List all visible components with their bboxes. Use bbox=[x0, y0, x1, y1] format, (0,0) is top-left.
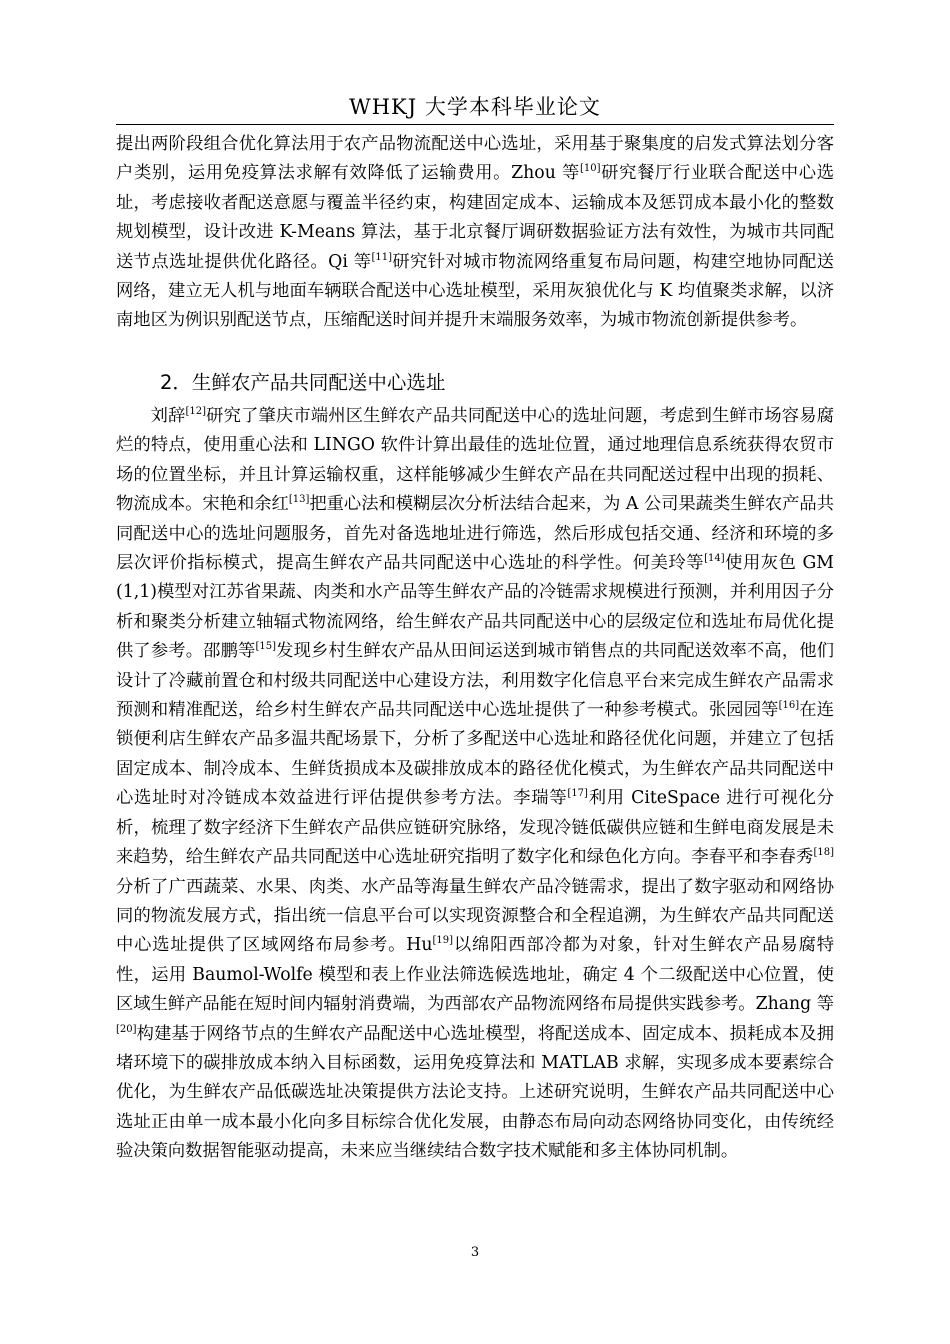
citation: [18] bbox=[813, 847, 834, 859]
citation: [17] bbox=[567, 788, 588, 800]
citation: [14] bbox=[704, 553, 725, 565]
citation: [10] bbox=[579, 163, 601, 175]
citation: [13] bbox=[288, 494, 310, 506]
text-run: 发现乡村生鲜农产品从田间运送到城市销售点的共同配送效率不高，他们设计了冷藏前置仓和村级共同配送中心建设方法，利用数字化信息平台来完成生鲜农产品需求预测和精准配送，给乡村生鲜农产品共同配送中心选址提供了一种参考模式。张园园等 bbox=[116, 641, 834, 721]
citation: [12] bbox=[185, 406, 207, 418]
citation: [16] bbox=[778, 700, 800, 712]
citation: [11] bbox=[371, 251, 392, 263]
text-run: 研究了肇庆市端州区生鲜农产品共同配送中心的选址问题，考虑到生鲜市场容易腐烂的特点，使用重心法和 LINGO 软件计算出最佳的选址位置，通过地理信息系统获得农贸市场的位置坐标，并且计算运输权重，这样能够减少生鲜农产品在共同配送过程中出现的损耗、物流成本。宋艳和余红 bbox=[116, 406, 834, 515]
citation: [19] bbox=[432, 935, 454, 947]
page-number: 3 bbox=[470, 1245, 480, 1260]
text-run: 提出两阶段组合优化算法用于农产品物流配送中心选址，采用基于聚集度的启发式算法划分客户类别，运用免疫算法求解有效降低了运输费用。Zhou 等 bbox=[116, 134, 834, 184]
citation: [15] bbox=[255, 641, 277, 653]
section-heading: 2．生鲜农产品共同配送中心选址 bbox=[160, 371, 446, 394]
paragraph-continued bbox=[116, 130, 834, 336]
text-run: 利用 CiteSpace 进行可视化分析，梳理了数字经济下生鲜农产品供应链研究脉络，发现冷链低碳供应链和生鲜电商发展是未来趋势，给生鲜农产品共同配送中心选址研究指明了数字化和绿色化方向。李春平和李春秀 bbox=[116, 788, 834, 868]
text-run: 研究针对城市物流网络重复布局问题，构建空地协同配送网络，建立无人机与地面车辆联合配送中心选址模型，采用灰狼优化与 K 均值聚类求解，以济南地区为例识别配送节点，压缩配送时间并提升末端服务效率，为城市物流创新提供参考。 bbox=[116, 251, 834, 331]
text-run: 研究餐厅行业联合配送中心选址，考虑接收者配送意愿与覆盖半径约束，构建固定成本、运输成本及惩罚成本最小化的整数规划模型，设计改进 K-Means 算法，基于北京餐厅调研数据验证方法有效性，为城市共同配送节点选址提供优化路径。Qi 等 bbox=[116, 163, 834, 272]
text-run: 在连锁便利店生鲜农产品多温共配场景下，分析了多配送中心选址和路径优化问题，并建立了包括固定成本、制冷成本、生鲜货损成本及碳排放成本的路径优化模式，为生鲜农产品共同配送中心选址时对冷链成本效益进行评估提供参考方法。李瑞等 bbox=[116, 700, 834, 809]
paragraph-literature-review bbox=[116, 402, 834, 1167]
text-run: 构建基于网络节点的生鲜农产品配送中心选址模型，将配送成本、固定成本、损耗成本及拥堵环境下的碳排放成本纳入目标函数，运用免疫算法和 MATLAB 求解，实现多成本要素综合优化，为生鲜农产品低碳选址决策提供方法论支持。上述研究说明，生鲜农产品共同配送中心选址正由单一成本最小化向多目标综合优化发展，由静态布局向动态网络协同变化，由传统经验决策向数据智能驱动提高，未来应当继续结合数字技术赋能和多主体协同机制。 bbox=[116, 1023, 834, 1162]
citation: [20] bbox=[116, 1023, 137, 1035]
text-run: 刘辞 bbox=[150, 406, 186, 426]
text-run: 把重心法和模糊层次分析法结合起来，为 A 公司果蔬类生鲜农产品共同配送中心的选址问题服务，首先对备选地址进行筛选，然后形成包括交通、经济和环境的多层次评价指标模式，提高生鲜农产品共同配送中心选址的科学性。何美玲等 bbox=[116, 494, 834, 574]
text-run: 分析了广西蔬菜、水果、肉类、水产品等海量生鲜农产品冷链需求，提出了数字驱动和网络协同的物流发展方式，指出统一信息平台可以实现资源整合和全程追溯，为生鲜农产品共同配送中心选址提供了区域网络布局参考。Hu bbox=[116, 876, 834, 956]
running-header: WHKJ 大学本科毕业论文 bbox=[349, 95, 601, 119]
header-rule bbox=[116, 124, 834, 125]
text-run: 使用灰色 GM(1,1)模型对江苏省果蔬、肉类和水产品等生鲜农产品的冷链需求规模进行预测，并利用因子分析和聚类分析建立轴辐式物流网络，给生鲜农产品共同配送中心的层级定位和选址布局优化提供了参考。邵鹏等 bbox=[116, 553, 834, 662]
text-run: 以绵阳西部冷都为对象，针对生鲜农产品易腐特性，运用 Baumol-Wolfe 模型和表上作业法筛选候选地址，确定 4 个二级配送中心位置，使区域生鲜产品能在短时间内辐射消费端，为西部农产品物流网络布局提供实践参考。Zhang 等 bbox=[116, 935, 834, 1015]
